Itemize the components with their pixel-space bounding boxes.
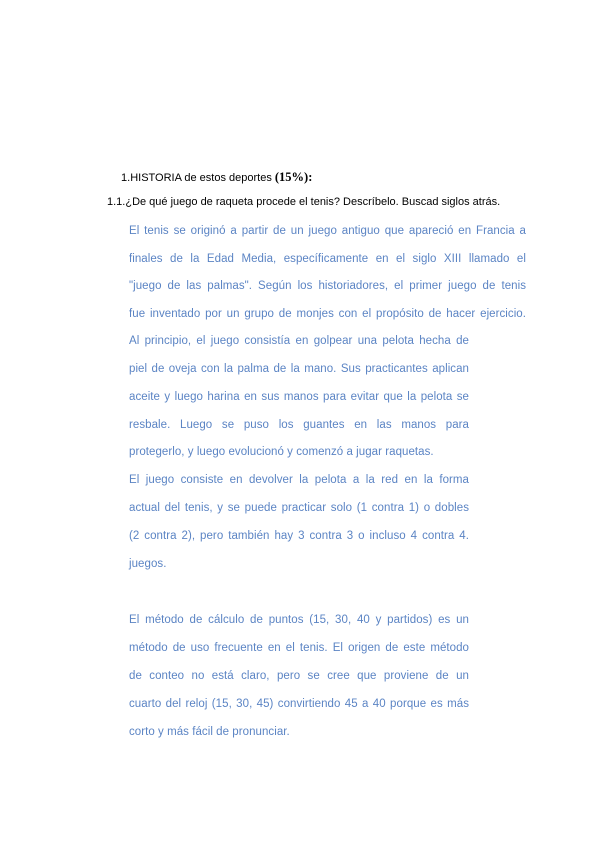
answer-line: cuarto del reloj (15, 30, 45) convirtiendo 45 a 40 porque es más xyxy=(129,698,469,710)
answer-line: "juego de las palmas". Según los historiadores, el primer juego de tenis xyxy=(129,280,526,292)
heading-number: 1. xyxy=(121,172,131,184)
answer-line: El juego consiste en devolver la pelota a la red en la forma xyxy=(129,474,469,486)
heading-text: HISTORIA de estos deportes xyxy=(130,172,275,184)
answer-line: fue inventado por un grupo de monjes con el propósito de hacer ejercicio. xyxy=(129,308,526,320)
answer-line: de conteo no está claro, pero se cree que proviene de un xyxy=(129,670,469,682)
answer-line: protegerlo, y luego evolucionó y comenzó a jugar raquetas. xyxy=(129,446,434,458)
answer-line: piel de oveja con la palma de la mano. Sus practicantes aplican xyxy=(129,363,469,375)
answer-line: aceite y luego harina en sus manos para evitar que la pelota se xyxy=(129,391,469,403)
answer-line: corto y más fácil de pronunciar. xyxy=(129,726,290,738)
heading-percent: (15%): xyxy=(274,170,313,184)
section-heading xyxy=(121,170,312,185)
answer-line: finales de la Edad Media, específicamente en el siglo XIII llamado el xyxy=(129,253,526,265)
answer-line: El tenis se originó a partir de un juego antiguo que apareció en Francia a xyxy=(129,225,526,237)
answer-line: actual del tenis, y se puede practicar solo (1 contra 1) o dobles xyxy=(129,502,469,514)
question-text: 1.1.¿De qué juego de raqueta procede el tenis? Descríbelo. Buscad siglos atrás. xyxy=(107,196,501,208)
answer-line: (2 contra 2), pero también hay 3 contra 3 o incluso 4 contra 4. xyxy=(129,530,469,542)
answer-line: El método de cálculo de puntos (15, 30, 40 y partidos) es un xyxy=(129,614,469,626)
answer-line: juegos. xyxy=(129,558,167,570)
answer-line: Al principio, el juego consistía en golpear una pelota hecha de xyxy=(129,335,469,347)
answer-line: resbale. Luego se puso los guantes en las manos para xyxy=(129,419,469,431)
answer-line: método de uso frecuente en el tenis. El origen de este método xyxy=(129,642,469,654)
